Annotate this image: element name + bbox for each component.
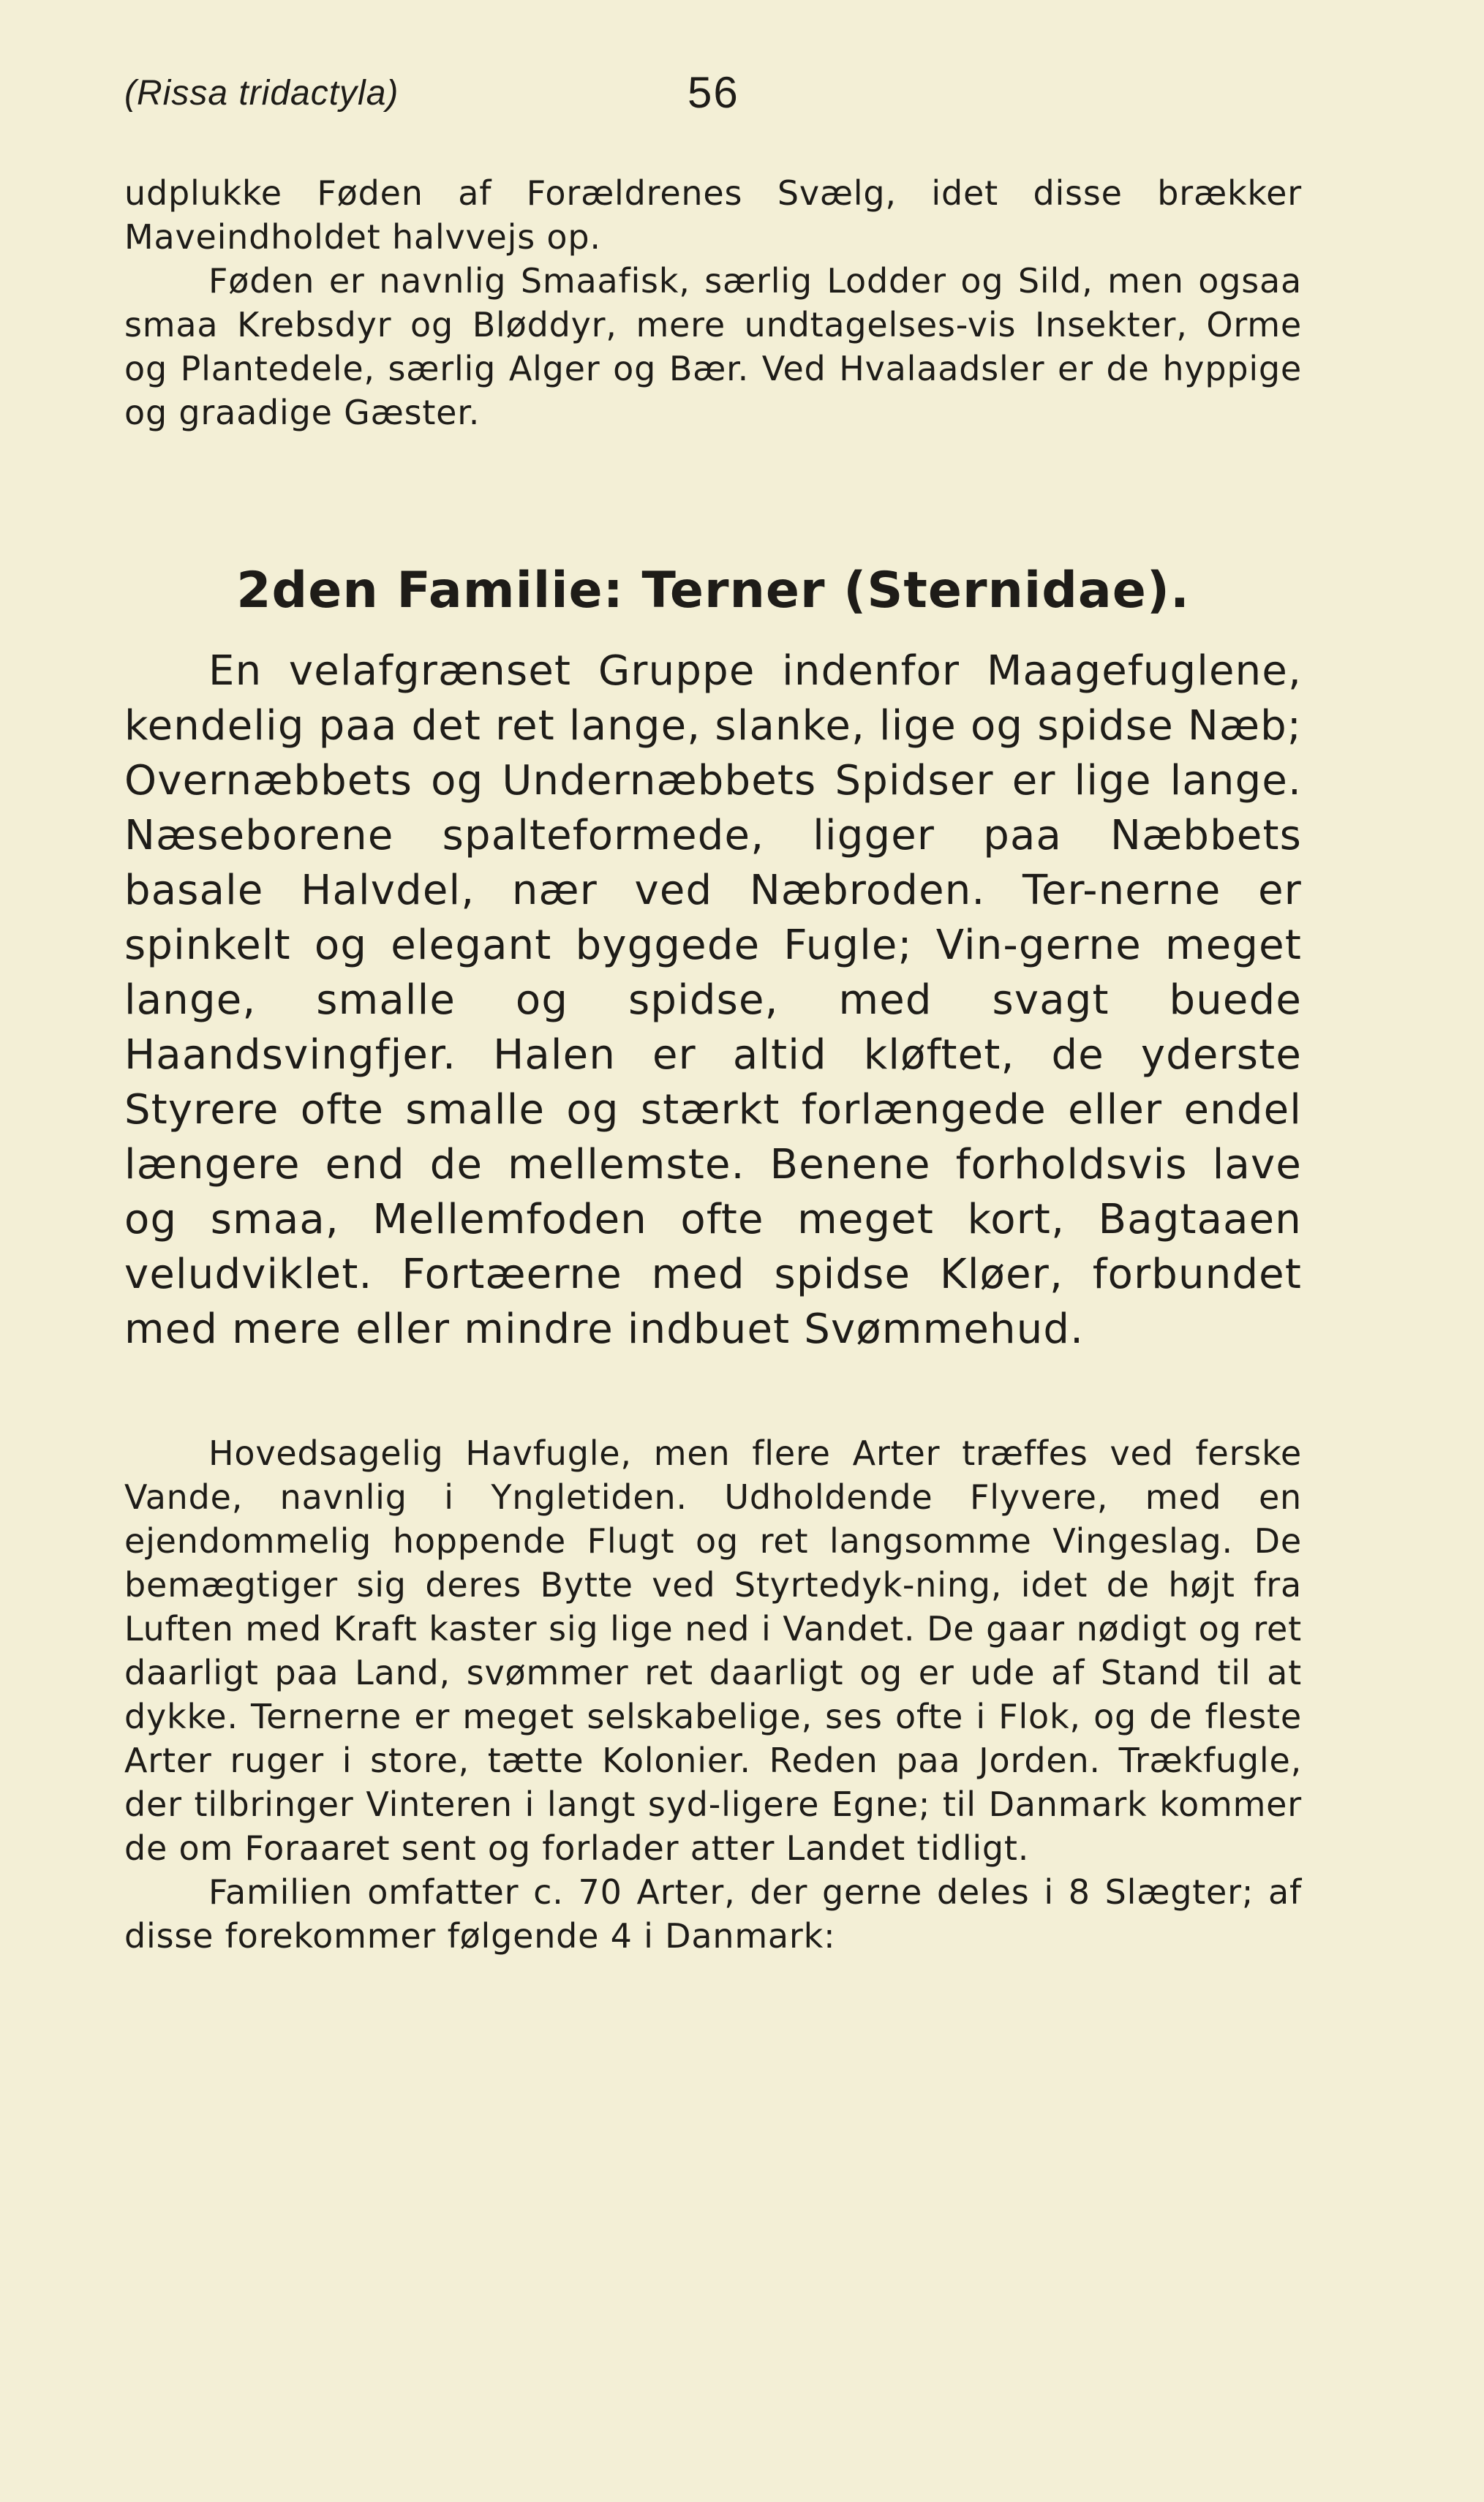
summary-paragraph: Familien omfatter c. 70 Arter, der gerne deles i 8 Slægter; af disse forekommer følgende 4 i Danmark: xyxy=(124,1872,1302,1956)
description-paragraph: En velafgrænset Gruppe indenfor Maagefuglene, kendelig paa det ret lange, slanke, lige og spidse Næb; Overnæbbets og Undernæbbets Spidser er lige lange. Næseborene spalteformede, ligger paa Næbbets basale Halvdel, nær ved Næbroden. Ter-nerne er spinkelt og elegant byggede Fugle; Vin-gerne meget lange, smalle og spidse, med svagt buede Haandsvingfjer. Halen er altid kløftet, de yderste Styrere ofte smalle og stærkt forlængede eller endel længere end de mellemste. Benene forholdsvis lave og smaa, Mellemfoden ofte meget kort, Bagtaaen veludviklet. Fortæerne med spidse Kløer, forbundet med mere eller mindre indbuet Svømmehud. xyxy=(124,647,1302,1353)
running-head xyxy=(124,67,1302,126)
habits-paragraph: Hovedsagelig Havfugle, men flere Arter træffes ved ferske Vande, navnlig i Yngletiden. Udholdende Flyvere, med en ejendommelig hoppende Flugt og ret langsomme Vingeslag. De bemægtiger sig deres Bytte ved Styrtedyk-ning, idet de højt fra Luften med Kraft kaster sig lige ned i Vandet. De gaar nødigt og ret daarligt paa Land, svømmer ret daarligt og er ude af Stand til at dykke. Ternerne er meget selskabelige, ses ofte i Flok, og de fleste Arter ruger i store, tætte Kolonier. Reden paa Jorden. Trækfugle, der tilbringer Vinteren i langt syd-ligere Egne; til Danmark kommer de om Foraaret sent og forlader atter Landet tidligt. xyxy=(124,1433,1302,1868)
family-description xyxy=(124,644,1302,1357)
intro-paragraph-1: udplukke Føden af Forældrenes Svælg, idet disse brækker Maveindholdet halvvejs op. xyxy=(124,173,1302,257)
page-number: 56 xyxy=(688,68,739,117)
intro-text xyxy=(124,171,1302,434)
section-heading: 2den Familie: Terner (Sternidae). xyxy=(236,562,1190,619)
running-title: (Rissa tridactyla) xyxy=(124,74,399,113)
family-notes xyxy=(124,1431,1302,1958)
intro-paragraph-2: Føden er navnlig Smaafisk, særlig Lodder og Sild, men ogsaa smaa Krebsdyr og Bløddyr, mere undtagelses-vis Insekter, Orme og Plantedele, særlig Alger og Bær. Ved Hvalaadsler er de hyppige og graadige Gæster. xyxy=(124,261,1302,432)
